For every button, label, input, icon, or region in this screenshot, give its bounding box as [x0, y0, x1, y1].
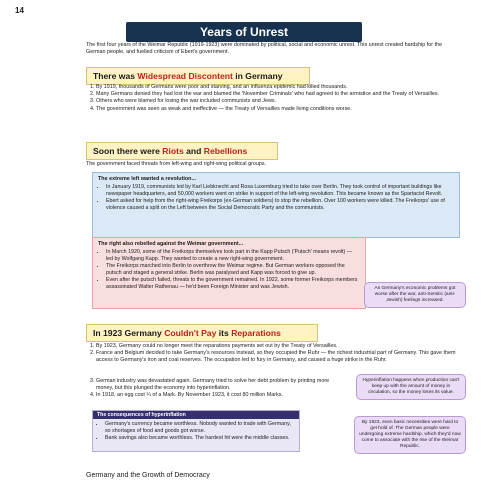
- reparations-list-top: [86, 343, 466, 365]
- page-title: Years of Unrest: [126, 22, 362, 42]
- heading-text: There was: [93, 71, 138, 81]
- list-item: • The Freikorps marched into Berlin to overthrow the Weimar regime. But German workers opposed the putsch and staged a general strike. Berlin was paralysed and Kapp was forced to give up.: [106, 263, 360, 277]
- list-item: 4. In 1918, an egg cost ¼ of a Mark. By November 1923, it cost 80 million Marks.: [96, 392, 344, 399]
- intro-paragraph: The first four years of the Weimar Republic (1919-1923) were dominated by political, social and economic unrest. This unrest created hardship for the German people, and fuelled criticism of Ebert's government.: [86, 42, 443, 56]
- box-title: The extreme left wanted a revolution...: [98, 176, 196, 182]
- list-item: 2. France and Belgium decided to take Germany's resources instead, so they occupied the Ruhr — the richest industrial part of Germany. This gave them access to Germany's iron and coal reserves. The occupation led to fury in Germany, and caused a huge strike in the Ruhr.: [96, 350, 466, 364]
- consequences-box: [92, 410, 300, 452]
- list-item: • Even after the putsch failed, threats to the government remained. In 1922, some former Freikorps members assassinated Walter Rathenau — he'd been Foreign Minister and was Jewish.: [106, 277, 360, 291]
- list-item: • Bank savings also became worthless. The hardest hit were the middle classes.: [105, 435, 295, 442]
- hyperinflation-note: Hyperinflation happens when production can't keep up with the amount of money in circulation, so the money loses its value.: [356, 374, 466, 400]
- page-footer: Germany and the Growth of Democracy: [86, 472, 210, 479]
- list-item: • Germany's currency became worthless. Nobody wanted to trade with Germany, so shortages of food and goods got worse.: [105, 421, 295, 435]
- list-item: 3. German industry was devastated again. Germany tried to solve her debt problem by printing more money, but this plunged the economy into hyperinflation.: [96, 378, 344, 392]
- list-item: • In March 1920, some of the Freikorps themselves took part in the Kapp Putsch ('Putsch' means revolt) — led by Wolfgang Kapp. They wanted to create a new right-wing government.: [106, 249, 360, 263]
- page-number: 14: [15, 6, 24, 15]
- heading-text: in Germany: [232, 71, 283, 81]
- heading-highlight: Riots: [162, 146, 184, 156]
- riots-intro: The government faced threats from left-wing and right-wing political groups.: [86, 161, 267, 167]
- list-item: 1. By 1919, thousands of Germans were poor and starving, and an influenza epidemic had killed thousands.: [96, 84, 466, 91]
- list-item: • Ebert asked for help from the right-wing Freikorps (ex-German soldiers) to stop the rebellion. Over 100 workers were killed. The Freikorps' use of violence caused a split on the Left between the Social Democratic Party and the communists.: [106, 198, 454, 212]
- section-heading-reparations: [86, 324, 318, 342]
- heading-text: In 1923 Germany: [93, 328, 165, 338]
- heading-text: and: [183, 146, 204, 156]
- right-rebellion-box: [92, 237, 366, 309]
- heading-highlight: Couldn't Pay: [164, 328, 217, 338]
- hardship-note: By 1923, even basic necessities were hard to get hold of. The German people were undergoing extreme hardship, which they'd now come to associate with the rise of the Weimar Republic.: [354, 416, 466, 454]
- left-revolution-box: [92, 172, 460, 238]
- heading-text: Soon there were: [93, 146, 163, 156]
- section-heading-riots: [86, 142, 278, 160]
- heading-highlight: Reparations: [231, 328, 281, 338]
- list-item: 2. Many Germans denied they had lost the war and blamed the 'November Criminals' who had agreed to the armistice and the Treaty of Versailles.: [96, 91, 466, 98]
- list-item: 1. By 1923, Germany could no longer meet the reparations payments set out by the Treaty of Versailles.: [96, 343, 466, 350]
- section-heading-discontent: [86, 67, 310, 85]
- heading-highlight: Rebellions: [203, 146, 248, 156]
- heading-highlight: Widespread Discontent: [137, 71, 233, 81]
- discontent-list: [86, 84, 466, 113]
- box-title: The right also rebelled against the Weimar government...: [98, 241, 244, 247]
- list-item: 3. Others who were blamed for losing the war included communists and Jews.: [96, 98, 466, 105]
- reparations-list-bottom: [86, 378, 344, 400]
- box-title: The consequences of hyperinflation: [93, 411, 299, 419]
- list-item: • In January 1919, communists led by Karl Liebknecht and Rosa Luxemburg tried to take over Berlin. They took control of important buildings like newspaper headquarters, and 50,000 workers went on strike in support of the left-wing revolution. This became known as the Spartacist Revolt.: [106, 184, 454, 198]
- anti-semitism-note: As Germany's economic problems got worse after the war, anti-Semitic (anti-Jewish) feelings increased.: [364, 282, 466, 308]
- heading-text: its: [216, 328, 232, 338]
- list-item: 4. The government was seen as weak and ineffective — the Treaty of Versailles made living conditions worse.: [96, 106, 466, 113]
